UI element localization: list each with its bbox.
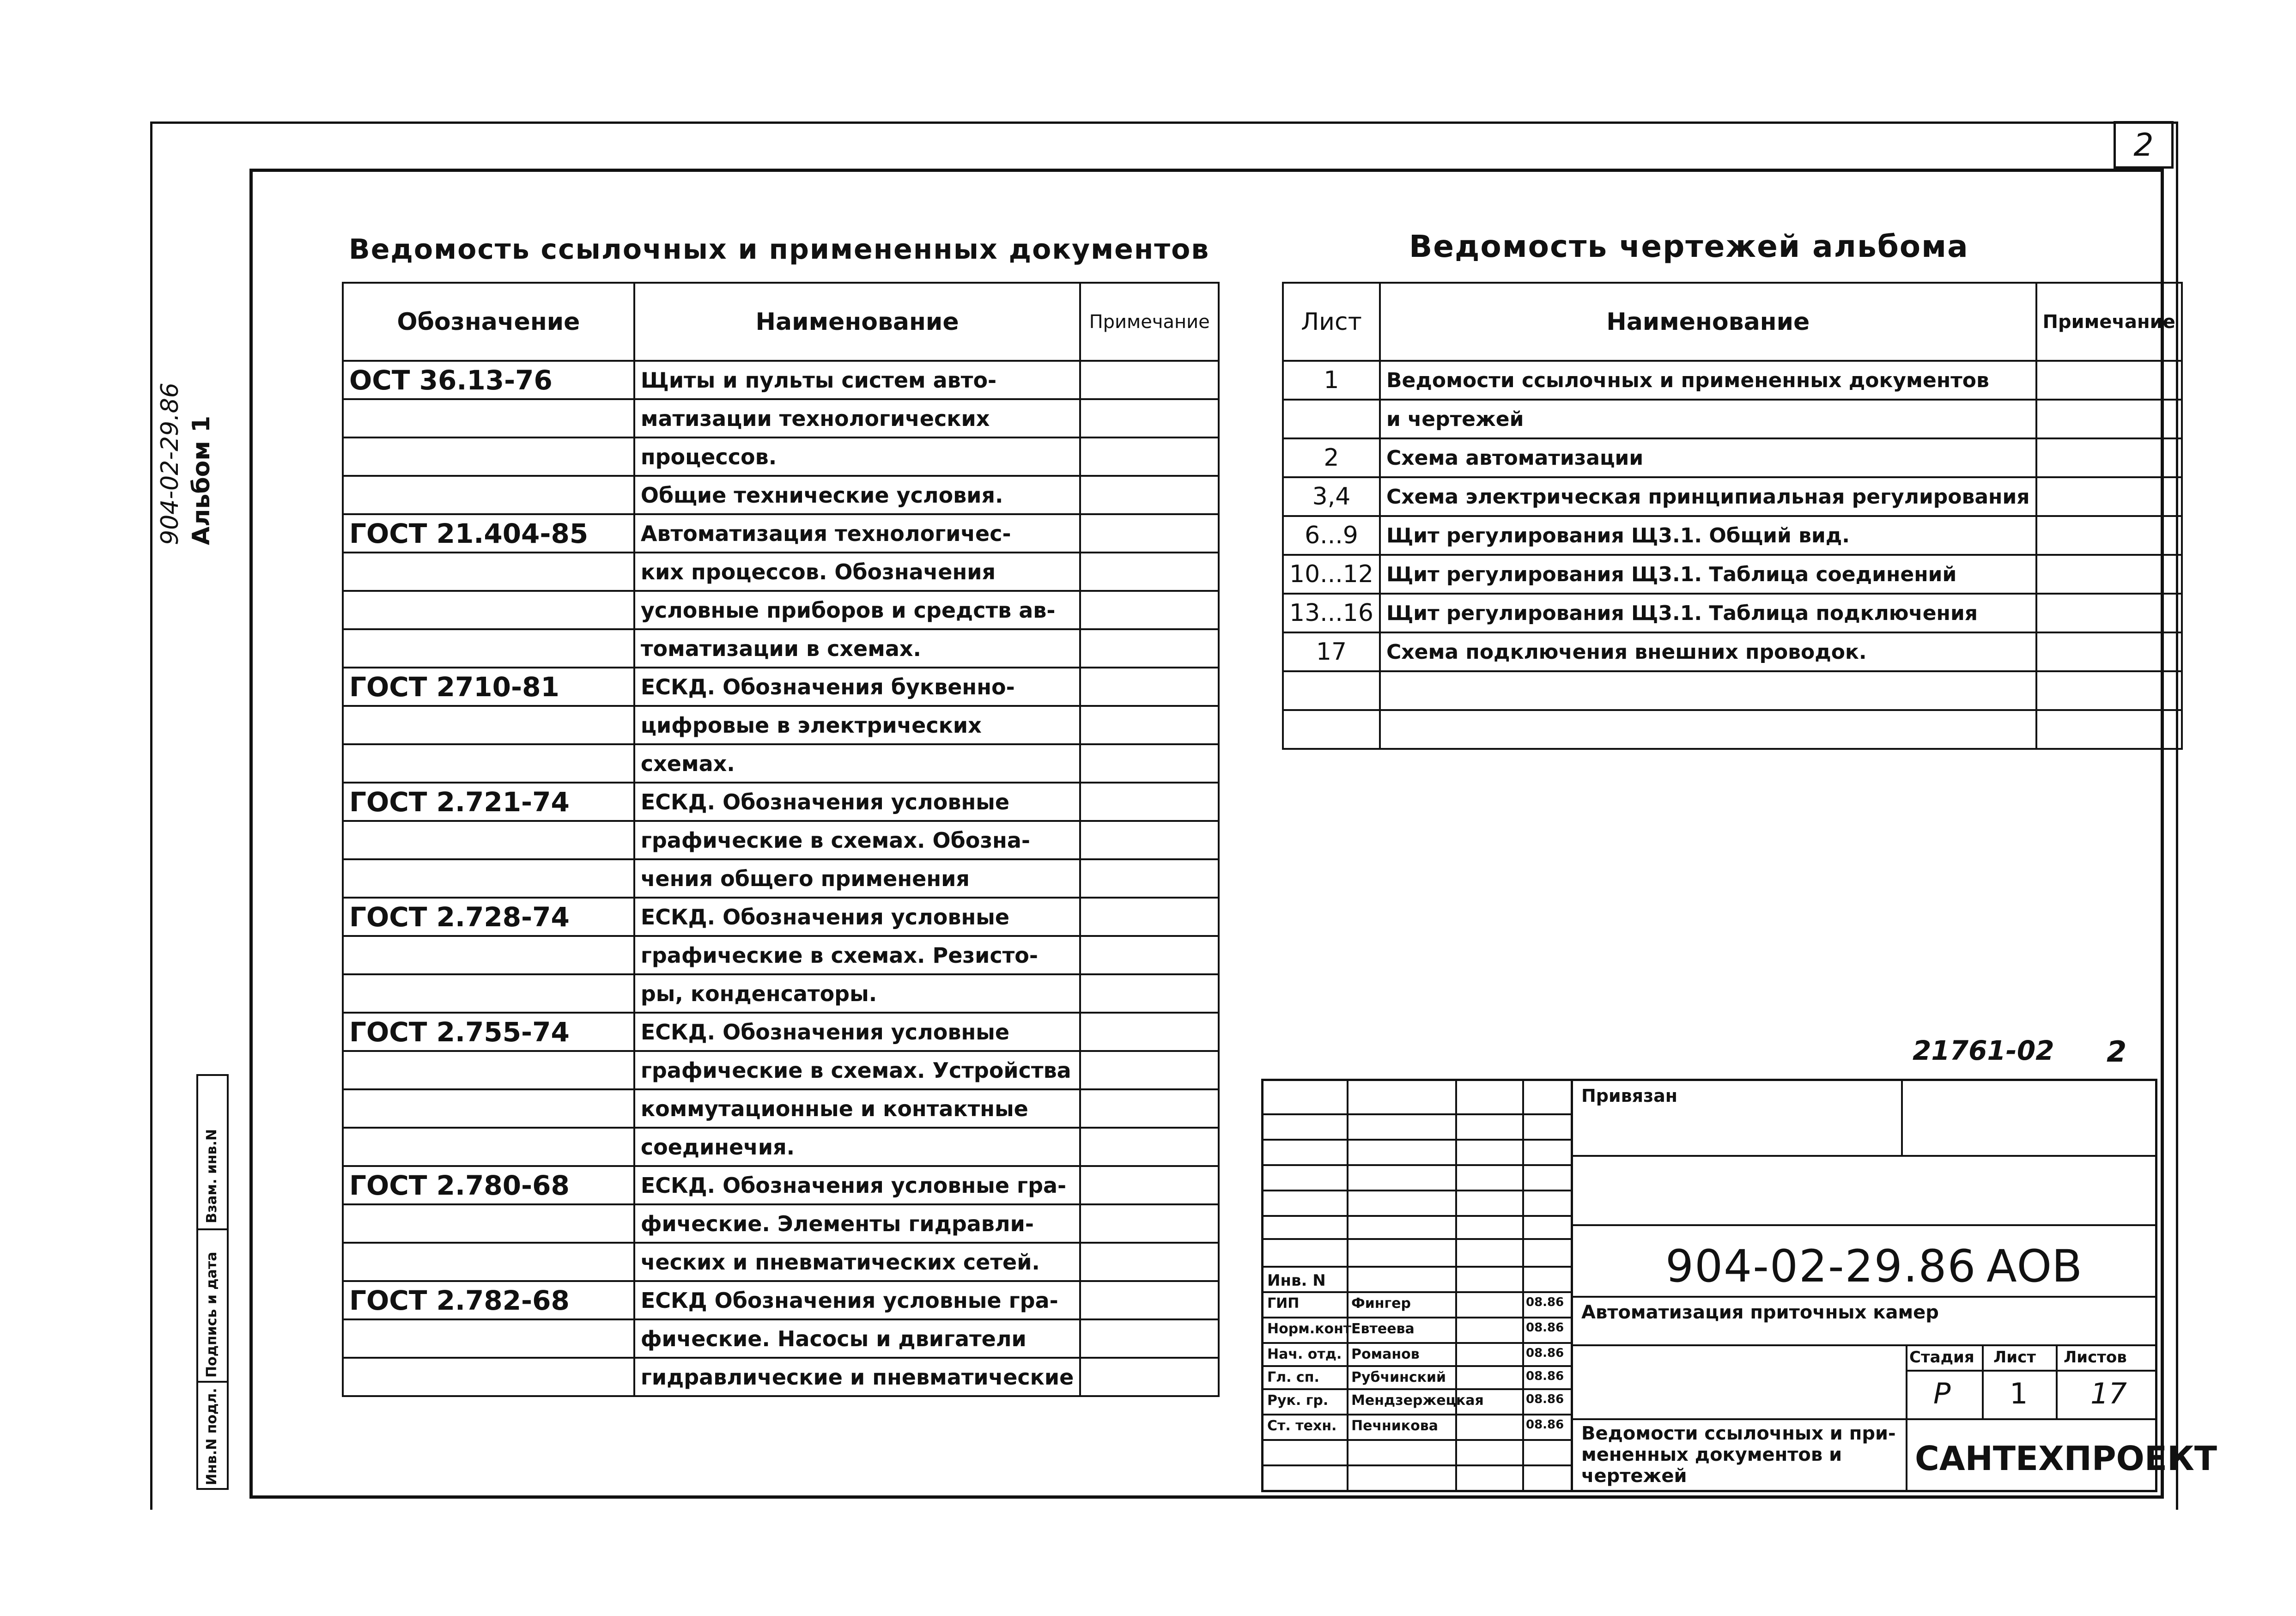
table-row [343, 1319, 1219, 1358]
sheet-cell [1283, 710, 1380, 749]
table-row [343, 898, 1219, 936]
note-cell [2036, 710, 2182, 749]
table-row [1283, 594, 2182, 632]
name-cell: и чертежей [1380, 400, 2036, 438]
name-cell [1380, 671, 2036, 710]
name-cell: ЕСКД. Обозначения условные гра- [634, 1166, 1080, 1204]
side-album: Альбом 1 [187, 415, 215, 545]
designation-cell [343, 859, 634, 898]
grid-line [1901, 1081, 1903, 1155]
stamp-label: Взам. инв.N [204, 1129, 220, 1223]
col-header: Примечание [2036, 283, 2182, 361]
inv-label: Инв. N [1267, 1271, 1326, 1290]
grid-line [1906, 1370, 2157, 1372]
signer-role: Рук. гр. [1267, 1392, 1329, 1409]
refs-title: Ведомость ссылочных и примененных документов [349, 233, 1210, 266]
table-header-row [1283, 283, 2182, 361]
note-cell [1080, 629, 1219, 668]
note-cell [1080, 1166, 1219, 1204]
note-cell [1080, 936, 1219, 974]
table-row [343, 1128, 1219, 1166]
grid-line [1263, 1190, 1571, 1191]
note-cell [2036, 632, 2182, 671]
name-cell: процессов. [634, 437, 1080, 476]
note-cell [1080, 361, 1219, 399]
designation-cell: ГОСТ 2.782-68 [343, 1281, 634, 1319]
stamp-cell [198, 1228, 227, 1381]
name-cell: графические в схемах. Резисто- [634, 936, 1080, 974]
table-row [343, 706, 1219, 744]
signer-date: 08.86 [1526, 1295, 1564, 1309]
note-cell [2036, 361, 2182, 400]
name-cell: Схема подключения внешних проводок. [1380, 632, 2036, 671]
table-row [343, 1281, 1219, 1319]
name-cell: чения общего применения [634, 859, 1080, 898]
note-cell [1080, 744, 1219, 783]
table-row [343, 936, 1219, 974]
note-cell [1080, 1128, 1219, 1166]
signer-role: Нач. отд. [1267, 1346, 1342, 1362]
stamp-column [196, 1074, 229, 1490]
project-name: Автоматизация приточных камер [1581, 1302, 1939, 1323]
name-cell: матизации технологических [634, 399, 1080, 437]
signer-name: Евтеева [1351, 1321, 1415, 1337]
signer-role: Гл. сп. [1267, 1369, 1319, 1385]
side-label [155, 323, 266, 545]
doc-mark: АОВ [1986, 1240, 2083, 1292]
designation-cell: ОСТ 36.13-76 [343, 361, 634, 399]
name-cell: Схема автоматизации [1380, 438, 2036, 477]
note-cell [1080, 514, 1219, 553]
side-code: 904-02-29.86 [156, 383, 184, 545]
drawings-table [1282, 282, 2183, 750]
note-cell [1080, 1089, 1219, 1128]
name-cell: Схема электрическая принципиальная регулирования [1380, 477, 2036, 516]
stage-label: Стадия [1909, 1348, 1974, 1367]
note-cell [1080, 437, 1219, 476]
table-row [1283, 671, 2182, 710]
note-cell [1080, 1281, 1219, 1319]
note-cell [1080, 591, 1219, 629]
table-row [1283, 361, 2182, 400]
designation-cell [343, 1089, 634, 1128]
designation-cell [343, 744, 634, 783]
table-header-row [343, 283, 1219, 361]
sheet-cell: 3,4 [1283, 477, 1380, 516]
designation-cell: ГОСТ 2.728-74 [343, 898, 634, 936]
name-cell: ЕСКД. Обозначения условные [634, 898, 1080, 936]
grid-line [1263, 1439, 1571, 1441]
sheets-value: 17 [2090, 1377, 2127, 1410]
table-row [343, 821, 1219, 859]
designation-cell [343, 591, 634, 629]
table-row [1283, 516, 2182, 555]
note-cell [2036, 438, 2182, 477]
signer-date: 08.86 [1526, 1418, 1564, 1432]
table-row [1283, 477, 2182, 516]
table-row [343, 553, 1219, 591]
note-cell [1080, 1243, 1219, 1281]
note-cell [1080, 668, 1219, 706]
grid-line [1571, 1296, 2157, 1298]
designation-cell [343, 974, 634, 1013]
grid-line [1263, 1266, 1571, 1268]
signer-date: 08.86 [1526, 1369, 1564, 1383]
name-cell: Общие технические условия. [634, 476, 1080, 514]
grid-line [1263, 1139, 1571, 1141]
designation-cell [343, 553, 634, 591]
grid-line [1455, 1081, 1457, 1492]
note-cell [1080, 974, 1219, 1013]
table-row [343, 591, 1219, 629]
name-cell: Щиты и пульты систем авто- [634, 361, 1080, 399]
privyazan-label: Привязан [1581, 1086, 1678, 1106]
name-cell: ЕСКД. Обозначения буквенно- [634, 668, 1080, 706]
designation-cell [343, 1051, 634, 1089]
name-cell: фические. Насосы и двигатели [634, 1319, 1080, 1358]
designation-cell [343, 399, 634, 437]
designation-cell: ГОСТ 21.404-85 [343, 514, 634, 553]
grid-line [1263, 1414, 1571, 1416]
sheet-cell [1283, 400, 1380, 438]
name-cell: гидравлические и пневматические [634, 1358, 1080, 1396]
signer-name: Рубчинский [1351, 1369, 1446, 1385]
signer-role: Ст. техн. [1267, 1418, 1337, 1434]
note-cell [1080, 706, 1219, 744]
signer-date: 08.86 [1526, 1392, 1564, 1406]
col-header: Лист [1283, 283, 1380, 361]
page-number: 2 [2114, 121, 2174, 169]
table-row [343, 1089, 1219, 1128]
signer-role: ГИП [1267, 1295, 1300, 1312]
name-cell: Щит регулирования Щ3.1. Общий вид. [1380, 516, 2036, 555]
table-row [343, 629, 1219, 668]
col-header: Наименование [1380, 283, 2036, 361]
sheet-cell: 2 [1283, 438, 1380, 477]
table-row [343, 514, 1219, 553]
refs-table [342, 282, 1220, 1397]
table-row [343, 974, 1219, 1013]
table-row [1283, 438, 2182, 477]
name-cell: условные приборов и средств ав- [634, 591, 1080, 629]
note-cell [1080, 399, 1219, 437]
col-header: Примечание [1080, 283, 1219, 361]
sheet-cell [1283, 671, 1380, 710]
note-cell [1080, 1204, 1219, 1243]
note-cell [1080, 783, 1219, 821]
sheet-cell: 10...12 [1283, 555, 1380, 594]
designation-cell: ГОСТ 2710-81 [343, 668, 634, 706]
organization: САНТЕХПРОЕКТ [1915, 1439, 2217, 1478]
grid-line [1347, 1081, 1348, 1492]
designation-cell [343, 936, 634, 974]
name-cell: ческих и пневматических сетей. [634, 1243, 1080, 1281]
name-cell: фические. Элементы гидравли- [634, 1204, 1080, 1243]
signer-name: Романов [1351, 1346, 1420, 1362]
note-cell [2036, 671, 2182, 710]
name-cell: ры, конденсаторы. [634, 974, 1080, 1013]
note-cell [1080, 1051, 1219, 1089]
grid-line [1263, 1342, 1571, 1344]
name-cell: графические в схемах. Обозна- [634, 821, 1080, 859]
name-cell: Автоматизация технологичес- [634, 514, 1080, 553]
table-row [1283, 555, 2182, 594]
grid-line [1571, 1155, 2157, 1157]
signer-name: Фингер [1351, 1295, 1411, 1312]
designation-cell [343, 1128, 634, 1166]
name-cell: ЕСКД. Обозначения условные [634, 783, 1080, 821]
note-cell [2036, 516, 2182, 555]
table-row [343, 1358, 1219, 1396]
note-cell [2036, 477, 2182, 516]
col-header: Обозначение [343, 283, 634, 361]
name-cell: схемах. [634, 744, 1080, 783]
note-cell [1080, 898, 1219, 936]
name-cell: Ведомости ссылочных и примененных документов [1380, 361, 2036, 400]
grid-line [1571, 1224, 2157, 1226]
grid-line [2056, 1344, 2058, 1418]
designation-cell [343, 1243, 634, 1281]
table-row [343, 1166, 1219, 1204]
name-cell: коммутационные и контактные [634, 1089, 1080, 1128]
note-cell [1080, 821, 1219, 859]
table-row [343, 361, 1219, 399]
table-row [343, 1013, 1219, 1051]
table-row [343, 1204, 1219, 1243]
doc-code: 904-02-29.86 [1665, 1240, 1977, 1292]
table-row [343, 668, 1219, 706]
table-row [343, 437, 1219, 476]
sheet-cell: 6...9 [1283, 516, 1380, 555]
note-cell [2036, 555, 2182, 594]
title-block [1261, 1079, 2217, 1492]
table-row [1283, 710, 2182, 749]
stamp-label: Инв.N подл. [204, 1388, 220, 1485]
grid-line [1263, 1317, 1571, 1318]
grid-line [1263, 1291, 1571, 1293]
grid-line [1263, 1365, 1571, 1367]
sheet-cell: 13...16 [1283, 594, 1380, 632]
title-block-page: 2 [2107, 1035, 2127, 1069]
grid-line [1263, 1215, 1571, 1217]
designation-cell [343, 1319, 634, 1358]
designation-cell [343, 1358, 634, 1396]
designation-cell [343, 1204, 634, 1243]
name-cell: графические в схемах. Устройства [634, 1051, 1080, 1089]
note-cell [2036, 400, 2182, 438]
grid-line [1263, 1164, 1571, 1166]
table-row [343, 1243, 1219, 1281]
signer-date: 08.86 [1526, 1321, 1564, 1335]
designation-cell: ГОСТ 2.780-68 [343, 1166, 634, 1204]
sheet-label: Лист [1993, 1348, 2036, 1367]
col-header: Наименование [634, 283, 1080, 361]
note-cell [1080, 1319, 1219, 1358]
sheet-cell: 17 [1283, 632, 1380, 671]
grid-line [1571, 1344, 2157, 1346]
table-row [343, 783, 1219, 821]
signer-date: 08.86 [1526, 1346, 1564, 1360]
name-cell: ЕСКД Обозначения условные гра- [634, 1281, 1080, 1319]
table-row [1283, 632, 2182, 671]
stamp-label: Подпись и дата [204, 1251, 220, 1378]
name-cell: ких процессов. Обозначения [634, 553, 1080, 591]
signer-role: Норм.конт. [1267, 1321, 1357, 1337]
stamp-cell [198, 1076, 227, 1228]
note-cell [1080, 553, 1219, 591]
grid-line [1263, 1464, 1571, 1466]
signer-name: Печникова [1351, 1418, 1438, 1434]
grid-line [1571, 1081, 1573, 1492]
designation-cell [343, 821, 634, 859]
grid-line [1263, 1238, 1571, 1240]
name-cell: Щит регулирования Щ3.1. Таблица соединений [1380, 555, 2036, 594]
note-cell [2036, 594, 2182, 632]
grid-line [1906, 1344, 1907, 1492]
grid-line [1263, 1113, 1571, 1115]
grid-line [1982, 1344, 1984, 1418]
note-cell [1080, 476, 1219, 514]
designation-cell [343, 629, 634, 668]
note-cell [1080, 859, 1219, 898]
sheet-title: Ведомости ссылочных и при- мененных документов и чертежей [1581, 1423, 1896, 1487]
table-row [343, 744, 1219, 783]
sheet-value: 1 [2010, 1377, 2028, 1410]
name-cell: соединечия. [634, 1128, 1080, 1166]
drawings-title: Ведомость чертежей альбома [1409, 229, 1969, 264]
grid-line [1522, 1081, 1524, 1492]
designation-cell [343, 437, 634, 476]
table-row [343, 476, 1219, 514]
grid-line [1263, 1388, 1571, 1390]
table-row [1283, 400, 2182, 438]
table-row [343, 399, 1219, 437]
designation-cell: ГОСТ 2.755-74 [343, 1013, 634, 1051]
name-cell: цифровые в электрических [634, 706, 1080, 744]
signer-name: Мендзержецкая [1351, 1392, 1484, 1409]
stage-value: Р [1933, 1377, 1951, 1410]
name-cell: ЕСКД. Обозначения условные [634, 1013, 1080, 1051]
designation-cell: ГОСТ 2.721-74 [343, 783, 634, 821]
sheet-cell: 1 [1283, 361, 1380, 400]
table-row [343, 1051, 1219, 1089]
designation-cell [343, 706, 634, 744]
table-row [343, 859, 1219, 898]
designation-cell [343, 476, 634, 514]
name-cell: Щит регулирования Щ3.1. Таблица подключения [1380, 594, 2036, 632]
name-cell: томатизации в схемах. [634, 629, 1080, 668]
name-cell [1380, 710, 2036, 749]
grid-line [1571, 1418, 2157, 1420]
note-cell [1080, 1013, 1219, 1051]
sheets-label: Листов [2064, 1348, 2127, 1367]
title-block-number: 21761-02 [1913, 1035, 2054, 1066]
note-cell [1080, 1358, 1219, 1396]
stamp-cell [198, 1381, 227, 1488]
